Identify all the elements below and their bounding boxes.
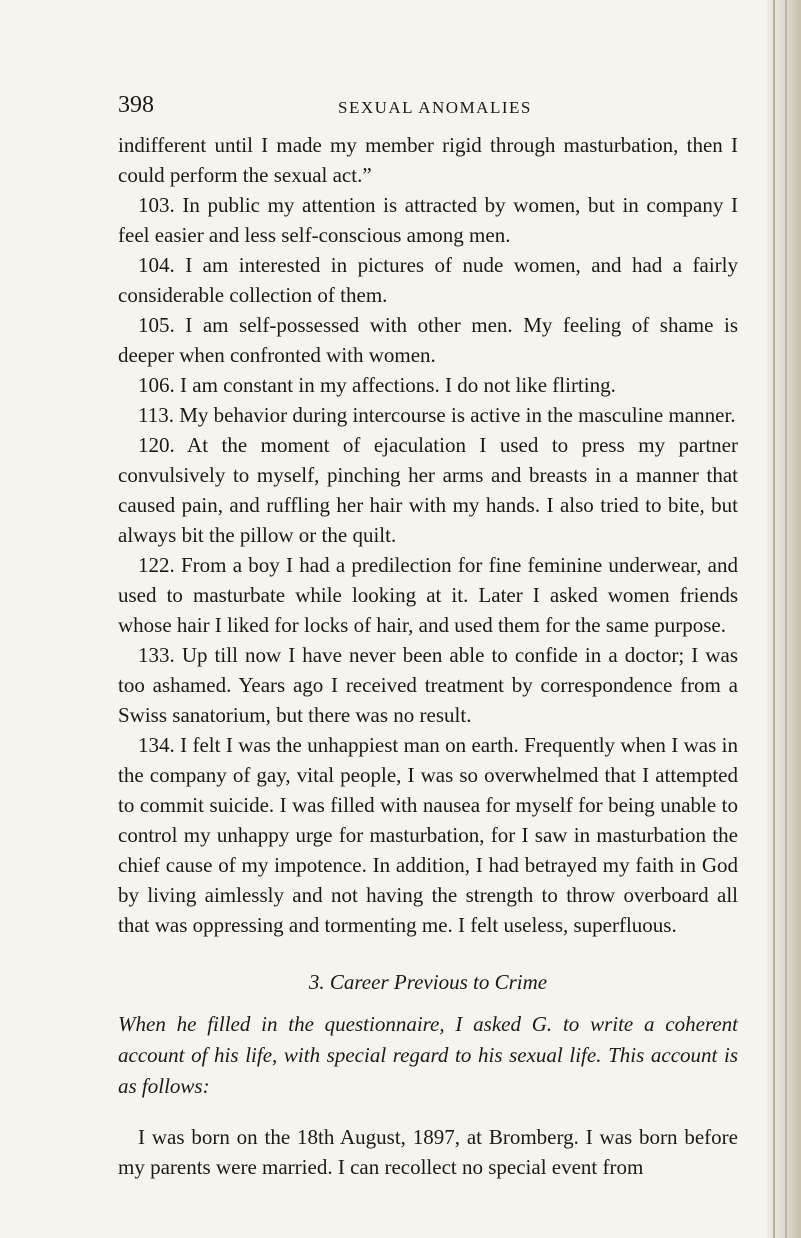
page-number: 398 bbox=[118, 92, 154, 118]
page-edge-line bbox=[785, 0, 787, 1238]
paragraph-continuation: indifferent until I made my member rigid through masturbation, then I could perform the sexual act.” bbox=[118, 133, 738, 187]
section-intro: When he filled in the questionnaire, I asked G. to write a coherent account of his life, with special regard to his sexual life. This account is as follows: bbox=[118, 1012, 738, 1098]
running-head: SEXUAL ANOMALIES bbox=[338, 98, 532, 117]
answer-106: 106. I am constant in my affections. I do not like flirting. bbox=[138, 373, 616, 397]
answer-133: 133. Up till now I have never been able to confide in a doctor; I was too ashamed. Years ago I received treatment by correspondence from a Swiss sanatorium, but there was no result. bbox=[118, 643, 738, 727]
answer-134: 134. I felt I was the unhappiest man on earth. Frequently when I was in the company of gay, vital people, I was so overwhelmed that I attempted to commit suicide. I was filled with nausea for myself for being unable to control my unhappy urge for masturbation, for I saw in masturbation the chief cause of my impotence. In addition, I had betrayed my faith in God by living aimlessly and not having the strength to throw overboard all that was oppressing and tormenting me. I felt useless, superfluous. bbox=[118, 733, 738, 937]
section-body: I was born on the 18th August, 1897, at Bromberg. I was born before my parents were married. I can recollect no special event from bbox=[118, 1125, 738, 1179]
answer-113: 113. My behavior during intercourse is active in the masculine manner. bbox=[138, 403, 736, 427]
section-title: 3. Career Previous to Crime bbox=[308, 970, 548, 994]
page-edge-line bbox=[773, 0, 775, 1238]
answer-105: 105. I am self-possessed with other men. My feeling of shame is deeper when confronted with women. bbox=[118, 313, 738, 367]
answer-104: 104. I am interested in pictures of nude women, and had a fairly considerable collection of them. bbox=[118, 253, 738, 307]
book-page bbox=[118, 90, 738, 1182]
answer-120: 120. At the moment of ejaculation I used to press my partner convulsively to myself, pinching her arms and breasts in a manner that caused pain, and ruffling her hair with my hands. I also tried to bite, but always bit the pillow or the quilt. bbox=[118, 433, 738, 547]
page-header bbox=[118, 90, 738, 130]
page-edge-shadow bbox=[767, 0, 801, 1238]
answer-122: 122. From a boy I had a predilection for fine feminine underwear, and used to masturbate while looking at it. Later I asked women friends whose hair I liked for locks of hair, and used them for the same purpose. bbox=[118, 553, 738, 637]
answer-103: 103. In public my attention is attracted by women, but in company I feel easier and less self-conscious among men. bbox=[118, 193, 738, 247]
